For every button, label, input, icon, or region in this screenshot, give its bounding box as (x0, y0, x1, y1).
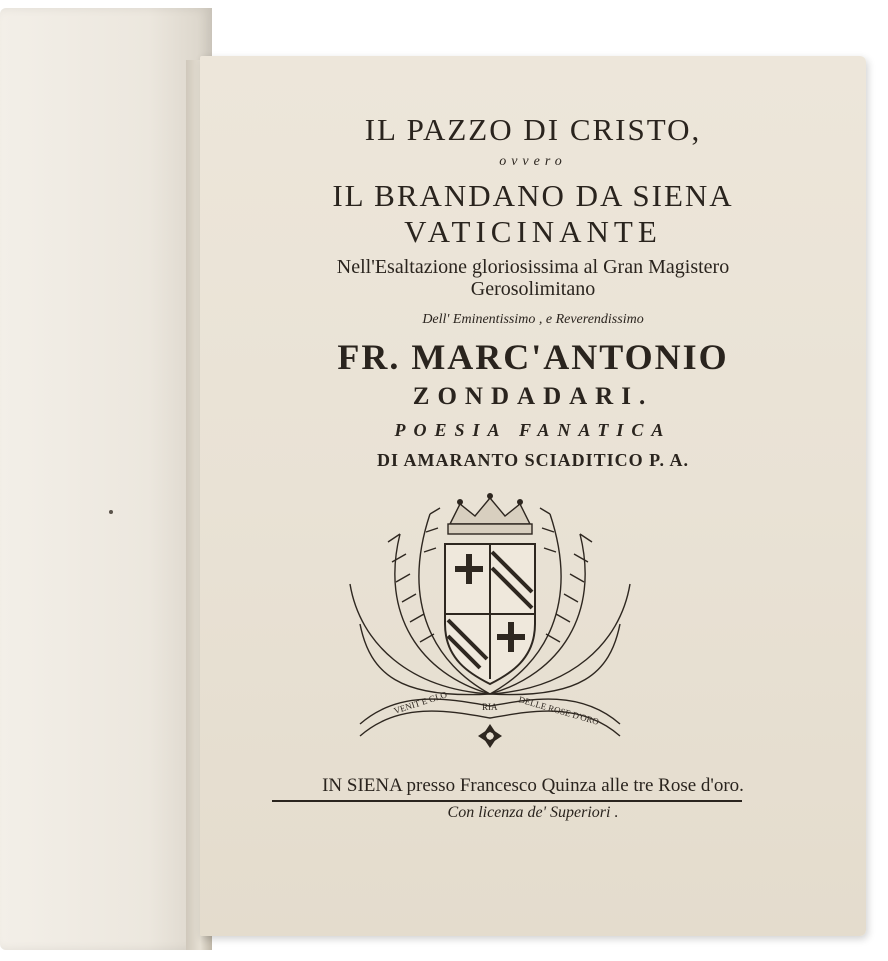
title-line-poesia: POESIA FANATICA (394, 420, 672, 440)
title-line-author: DI AMARANTO SCIADITICO P. A. (376, 450, 690, 470)
title-line-eminentissimo: Dell' Eminentissimo , e Reverendissimo (422, 312, 644, 327)
title-line-1: IL PAZZO DI CRISTO, (364, 112, 702, 147)
title-line-zondadari: ZONDADARI. (412, 383, 654, 410)
title-line-brandano: IL BRANDANO DA SIENA (332, 178, 734, 213)
coat-of-arms-engraving (340, 474, 640, 764)
imprint-line: IN SIENA presso Francesco Quinza alle tre Rose d'oro. (322, 775, 744, 796)
title-line-marcantonio: FR. MARC'ANTONIO (337, 337, 729, 377)
title-line-ovvero: ovvero (499, 154, 567, 169)
title-line-esaltazione: Nell'Esaltazione gloriosissima al Gran Magistero (336, 256, 730, 278)
motto-left: VENIT E GLO (392, 689, 449, 716)
title-line-vaticinante: VATICINANTE (404, 214, 662, 249)
imprint-rule (272, 800, 742, 802)
title-line-gerosolimitano: Gerosolimitano (470, 278, 596, 300)
left-blank-page (0, 8, 212, 950)
paper-speck (109, 510, 113, 514)
motto-right: DELLE ROSE D'ORO (517, 694, 601, 727)
license-line: Con licenza de' Superiori . (447, 804, 619, 821)
motto-mid: RIA (482, 702, 498, 712)
